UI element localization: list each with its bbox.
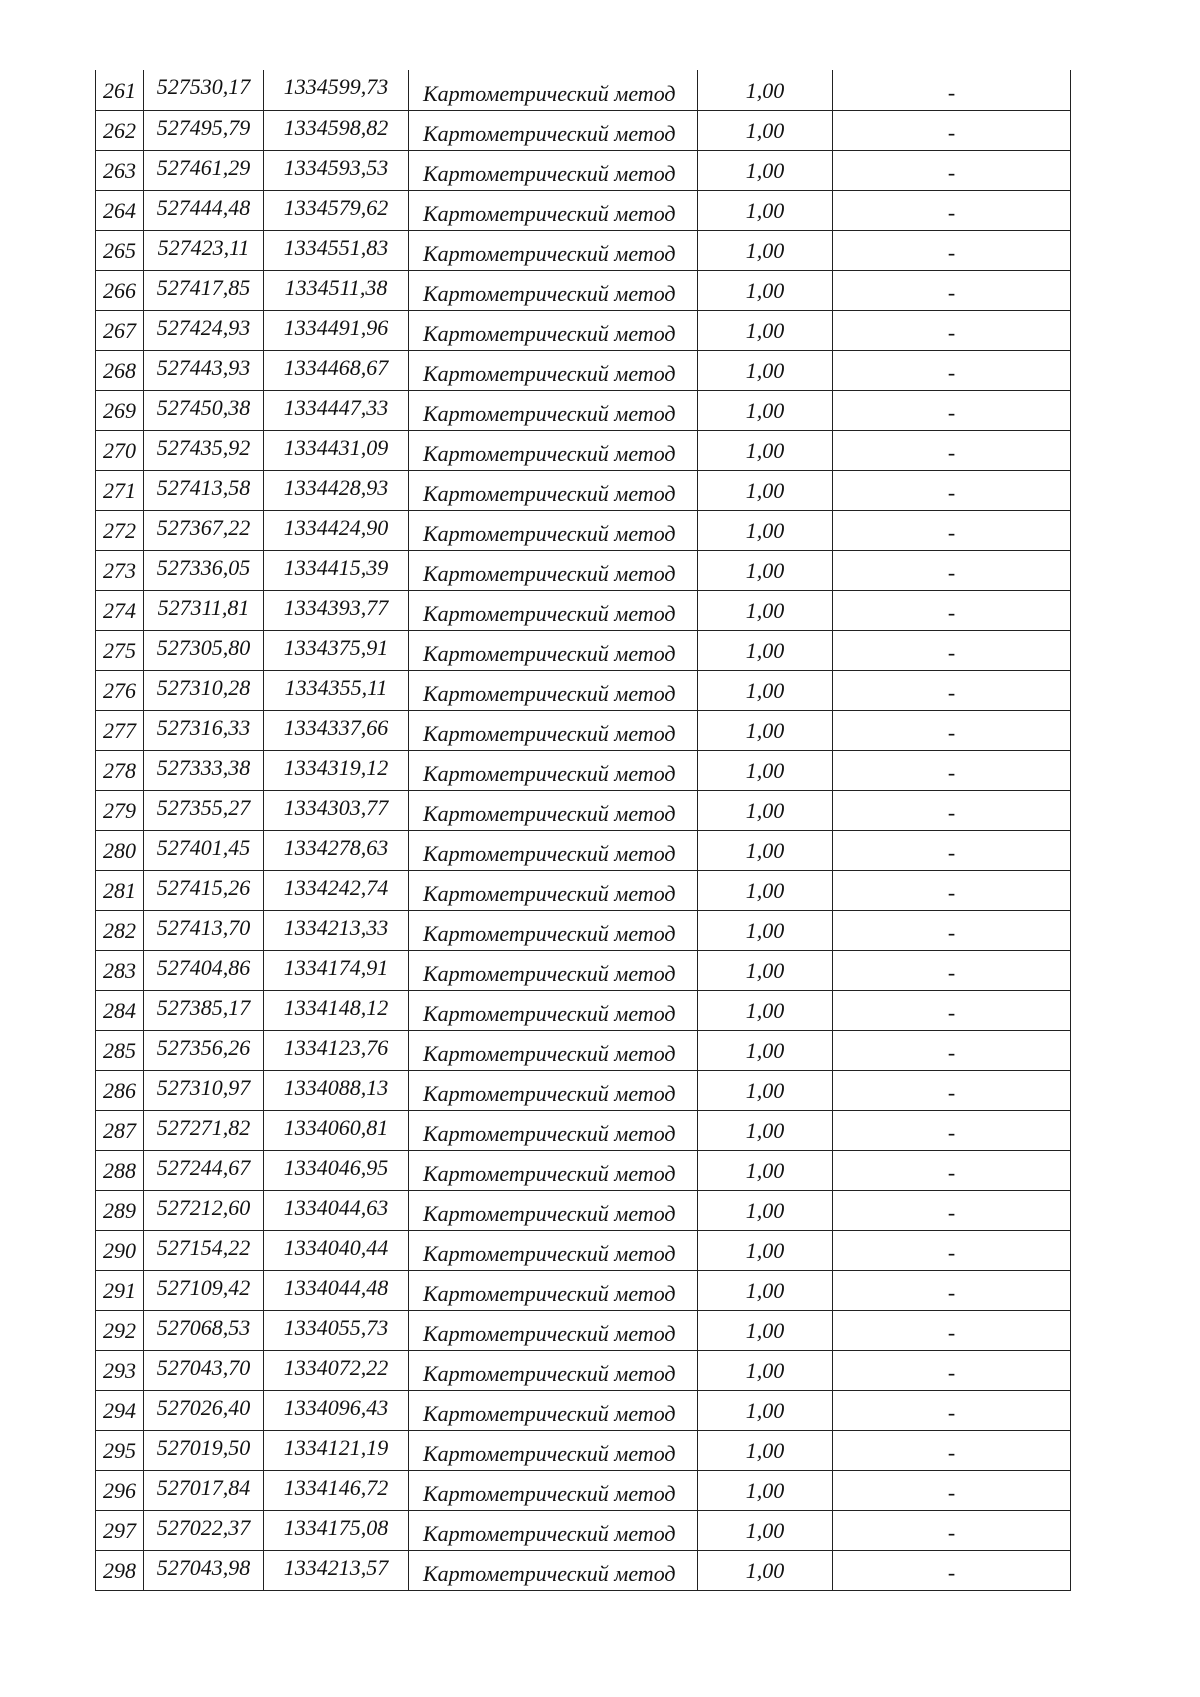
note-cell: - xyxy=(833,750,1071,790)
y-coordinate-cell: 1334393,77 xyxy=(264,590,409,630)
table-row xyxy=(96,670,1071,710)
note-cell: - xyxy=(833,1510,1071,1550)
table-row xyxy=(96,1470,1071,1510)
x-coordinate-cell: 527026,40 xyxy=(144,1390,264,1430)
y-coordinate-cell: 1334040,44 xyxy=(264,1230,409,1270)
point-number-cell: 284 xyxy=(96,990,144,1030)
note-cell: - xyxy=(833,510,1071,550)
table-row xyxy=(96,70,1071,110)
y-coordinate-cell: 1334415,39 xyxy=(264,550,409,590)
point-number-cell: 263 xyxy=(96,150,144,190)
note-cell: - xyxy=(833,990,1071,1030)
y-coordinate-cell: 1334579,62 xyxy=(264,190,409,230)
table-row xyxy=(96,550,1071,590)
method-cell: Картометрический метод xyxy=(409,1310,698,1350)
point-number-cell: 266 xyxy=(96,270,144,310)
y-coordinate-cell: 1334593,53 xyxy=(264,150,409,190)
method-cell: Картометрический метод xyxy=(409,670,698,710)
y-coordinate-cell: 1334121,19 xyxy=(264,1430,409,1470)
x-coordinate-cell: 527068,53 xyxy=(144,1310,264,1350)
point-number-cell: 268 xyxy=(96,350,144,390)
point-number-cell: 297 xyxy=(96,1510,144,1550)
point-number-cell: 278 xyxy=(96,750,144,790)
note-cell: - xyxy=(833,1390,1071,1430)
method-cell: Картометрический метод xyxy=(409,1110,698,1150)
point-number-cell: 261 xyxy=(96,70,144,110)
method-cell: Картометрический метод xyxy=(409,830,698,870)
point-number-cell: 282 xyxy=(96,910,144,950)
point-number-cell: 288 xyxy=(96,1150,144,1190)
y-coordinate-cell: 1334511,38 xyxy=(264,270,409,310)
x-coordinate-cell: 527305,80 xyxy=(144,630,264,670)
x-coordinate-cell: 527495,79 xyxy=(144,110,264,150)
method-cell: Картометрический метод xyxy=(409,1430,698,1470)
y-coordinate-cell: 1334355,11 xyxy=(264,670,409,710)
note-cell: - xyxy=(833,870,1071,910)
note-cell: - xyxy=(833,950,1071,990)
table-row xyxy=(96,150,1071,190)
point-number-cell: 269 xyxy=(96,390,144,430)
note-cell: - xyxy=(833,110,1071,150)
method-cell: Картометрический метод xyxy=(409,1230,698,1270)
accuracy-cell: 1,00 xyxy=(698,1550,833,1590)
accuracy-cell: 1,00 xyxy=(698,310,833,350)
note-cell: - xyxy=(833,670,1071,710)
y-coordinate-cell: 1334468,67 xyxy=(264,350,409,390)
table-row xyxy=(96,190,1071,230)
table-row xyxy=(96,1190,1071,1230)
note-cell: - xyxy=(833,1030,1071,1070)
x-coordinate-cell: 527443,93 xyxy=(144,350,264,390)
accuracy-cell: 1,00 xyxy=(698,110,833,150)
table-row xyxy=(96,710,1071,750)
table-row xyxy=(96,270,1071,310)
x-coordinate-cell: 527244,67 xyxy=(144,1150,264,1190)
accuracy-cell: 1,00 xyxy=(698,1110,833,1150)
accuracy-cell: 1,00 xyxy=(698,150,833,190)
method-cell: Картометрический метод xyxy=(409,1390,698,1430)
table-row xyxy=(96,430,1071,470)
method-cell: Картометрический метод xyxy=(409,870,698,910)
method-cell: Картометрический метод xyxy=(409,190,698,230)
point-number-cell: 286 xyxy=(96,1070,144,1110)
table-row xyxy=(96,1030,1071,1070)
point-number-cell: 295 xyxy=(96,1430,144,1470)
point-number-cell: 279 xyxy=(96,790,144,830)
x-coordinate-cell: 527271,82 xyxy=(144,1110,264,1150)
y-coordinate-cell: 1334072,22 xyxy=(264,1350,409,1390)
x-coordinate-cell: 527435,92 xyxy=(144,430,264,470)
accuracy-cell: 1,00 xyxy=(698,510,833,550)
note-cell: - xyxy=(833,470,1071,510)
accuracy-cell: 1,00 xyxy=(698,1510,833,1550)
method-cell: Картометрический метод xyxy=(409,710,698,750)
x-coordinate-cell: 527212,60 xyxy=(144,1190,264,1230)
x-coordinate-cell: 527367,22 xyxy=(144,510,264,550)
point-number-cell: 270 xyxy=(96,430,144,470)
y-coordinate-cell: 1334148,12 xyxy=(264,990,409,1030)
note-cell: - xyxy=(833,1230,1071,1270)
accuracy-cell: 1,00 xyxy=(698,950,833,990)
method-cell: Картометрический метод xyxy=(409,150,698,190)
point-number-cell: 272 xyxy=(96,510,144,550)
method-cell: Картометрический метод xyxy=(409,550,698,590)
point-number-cell: 294 xyxy=(96,1390,144,1430)
method-cell: Картометрический метод xyxy=(409,350,698,390)
accuracy-cell: 1,00 xyxy=(698,1270,833,1310)
method-cell: Картометрический метод xyxy=(409,470,698,510)
y-coordinate-cell: 1334044,63 xyxy=(264,1190,409,1230)
accuracy-cell: 1,00 xyxy=(698,1070,833,1110)
method-cell: Картометрический метод xyxy=(409,950,698,990)
note-cell: - xyxy=(833,1550,1071,1590)
accuracy-cell: 1,00 xyxy=(698,590,833,630)
accuracy-cell: 1,00 xyxy=(698,470,833,510)
table-row xyxy=(96,110,1071,150)
table-row xyxy=(96,310,1071,350)
point-number-cell: 289 xyxy=(96,1190,144,1230)
method-cell: Картометрический метод xyxy=(409,1550,698,1590)
note-cell: - xyxy=(833,710,1071,750)
method-cell: Картометрический метод xyxy=(409,1030,698,1070)
note-cell: - xyxy=(833,910,1071,950)
table-row xyxy=(96,1430,1071,1470)
point-number-cell: 280 xyxy=(96,830,144,870)
point-number-cell: 296 xyxy=(96,1470,144,1510)
table-row xyxy=(96,590,1071,630)
y-coordinate-cell: 1334599,73 xyxy=(264,70,409,110)
point-number-cell: 290 xyxy=(96,1230,144,1270)
accuracy-cell: 1,00 xyxy=(698,550,833,590)
accuracy-cell: 1,00 xyxy=(698,1310,833,1350)
y-coordinate-cell: 1334447,33 xyxy=(264,390,409,430)
table-row xyxy=(96,1350,1071,1390)
method-cell: Картометрический метод xyxy=(409,910,698,950)
y-coordinate-cell: 1334174,91 xyxy=(264,950,409,990)
y-coordinate-cell: 1334175,08 xyxy=(264,1510,409,1550)
table-row xyxy=(96,990,1071,1030)
point-number-cell: 291 xyxy=(96,1270,144,1310)
x-coordinate-cell: 527417,85 xyxy=(144,270,264,310)
accuracy-cell: 1,00 xyxy=(698,1030,833,1070)
y-coordinate-cell: 1334242,74 xyxy=(264,870,409,910)
accuracy-cell: 1,00 xyxy=(698,630,833,670)
y-coordinate-cell: 1334431,09 xyxy=(264,430,409,470)
point-number-cell: 262 xyxy=(96,110,144,150)
x-coordinate-cell: 527413,58 xyxy=(144,470,264,510)
note-cell: - xyxy=(833,590,1071,630)
table-row xyxy=(96,1310,1071,1350)
y-coordinate-cell: 1334551,83 xyxy=(264,230,409,270)
table-row xyxy=(96,1270,1071,1310)
point-number-cell: 287 xyxy=(96,1110,144,1150)
table-row xyxy=(96,1390,1071,1430)
y-coordinate-cell: 1334096,43 xyxy=(264,1390,409,1430)
x-coordinate-cell: 527109,42 xyxy=(144,1270,264,1310)
table-row xyxy=(96,1510,1071,1550)
y-coordinate-cell: 1334303,77 xyxy=(264,790,409,830)
point-number-cell: 275 xyxy=(96,630,144,670)
note-cell: - xyxy=(833,550,1071,590)
table-row xyxy=(96,1230,1071,1270)
method-cell: Картометрический метод xyxy=(409,230,698,270)
note-cell: - xyxy=(833,1270,1071,1310)
y-coordinate-cell: 1334428,93 xyxy=(264,470,409,510)
x-coordinate-cell: 527413,70 xyxy=(144,910,264,950)
coordinates-table xyxy=(95,70,1071,1591)
point-number-cell: 271 xyxy=(96,470,144,510)
point-number-cell: 277 xyxy=(96,710,144,750)
accuracy-cell: 1,00 xyxy=(698,430,833,470)
x-coordinate-cell: 527423,11 xyxy=(144,230,264,270)
x-coordinate-cell: 527424,93 xyxy=(144,310,264,350)
accuracy-cell: 1,00 xyxy=(698,1350,833,1390)
y-coordinate-cell: 1334424,90 xyxy=(264,510,409,550)
x-coordinate-cell: 527461,29 xyxy=(144,150,264,190)
note-cell: - xyxy=(833,630,1071,670)
y-coordinate-cell: 1334044,48 xyxy=(264,1270,409,1310)
table-row xyxy=(96,630,1071,670)
note-cell: - xyxy=(833,70,1071,110)
note-cell: - xyxy=(833,390,1071,430)
accuracy-cell: 1,00 xyxy=(698,870,833,910)
accuracy-cell: 1,00 xyxy=(698,390,833,430)
accuracy-cell: 1,00 xyxy=(698,270,833,310)
method-cell: Картометрический метод xyxy=(409,270,698,310)
x-coordinate-cell: 527311,81 xyxy=(144,590,264,630)
x-coordinate-cell: 527415,26 xyxy=(144,870,264,910)
x-coordinate-cell: 527019,50 xyxy=(144,1430,264,1470)
note-cell: - xyxy=(833,1190,1071,1230)
point-number-cell: 292 xyxy=(96,1310,144,1350)
x-coordinate-cell: 527017,84 xyxy=(144,1470,264,1510)
table-row xyxy=(96,870,1071,910)
table-row xyxy=(96,830,1071,870)
point-number-cell: 293 xyxy=(96,1350,144,1390)
coordinates-table-body xyxy=(96,70,1071,1590)
x-coordinate-cell: 527043,70 xyxy=(144,1350,264,1390)
method-cell: Картометрический метод xyxy=(409,310,698,350)
point-number-cell: 273 xyxy=(96,550,144,590)
table-row xyxy=(96,910,1071,950)
note-cell: - xyxy=(833,1470,1071,1510)
table-row xyxy=(96,390,1071,430)
y-coordinate-cell: 1334278,63 xyxy=(264,830,409,870)
accuracy-cell: 1,00 xyxy=(698,790,833,830)
accuracy-cell: 1,00 xyxy=(698,1390,833,1430)
accuracy-cell: 1,00 xyxy=(698,750,833,790)
table-row xyxy=(96,750,1071,790)
y-coordinate-cell: 1334146,72 xyxy=(264,1470,409,1510)
x-coordinate-cell: 527333,38 xyxy=(144,750,264,790)
y-coordinate-cell: 1334337,66 xyxy=(264,710,409,750)
y-coordinate-cell: 1334213,33 xyxy=(264,910,409,950)
method-cell: Картометрический метод xyxy=(409,1270,698,1310)
accuracy-cell: 1,00 xyxy=(698,1230,833,1270)
y-coordinate-cell: 1334491,96 xyxy=(264,310,409,350)
x-coordinate-cell: 527316,33 xyxy=(144,710,264,750)
x-coordinate-cell: 527401,45 xyxy=(144,830,264,870)
y-coordinate-cell: 1334060,81 xyxy=(264,1110,409,1150)
x-coordinate-cell: 527310,97 xyxy=(144,1070,264,1110)
y-coordinate-cell: 1334213,57 xyxy=(264,1550,409,1590)
table-row xyxy=(96,510,1071,550)
note-cell: - xyxy=(833,1110,1071,1150)
x-coordinate-cell: 527444,48 xyxy=(144,190,264,230)
note-cell: - xyxy=(833,1350,1071,1390)
table-row xyxy=(96,1550,1071,1590)
accuracy-cell: 1,00 xyxy=(698,350,833,390)
x-coordinate-cell: 527450,38 xyxy=(144,390,264,430)
y-coordinate-cell: 1334055,73 xyxy=(264,1310,409,1350)
point-number-cell: 274 xyxy=(96,590,144,630)
method-cell: Картометрический метод xyxy=(409,1150,698,1190)
y-coordinate-cell: 1334319,12 xyxy=(264,750,409,790)
point-number-cell: 283 xyxy=(96,950,144,990)
accuracy-cell: 1,00 xyxy=(698,1150,833,1190)
x-coordinate-cell: 527404,86 xyxy=(144,950,264,990)
y-coordinate-cell: 1334598,82 xyxy=(264,110,409,150)
accuracy-cell: 1,00 xyxy=(698,910,833,950)
note-cell: - xyxy=(833,310,1071,350)
method-cell: Картометрический метод xyxy=(409,110,698,150)
method-cell: Картометрический метод xyxy=(409,1350,698,1390)
point-number-cell: 281 xyxy=(96,870,144,910)
table-row xyxy=(96,1070,1071,1110)
y-coordinate-cell: 1334123,76 xyxy=(264,1030,409,1070)
method-cell: Картометрический метод xyxy=(409,990,698,1030)
accuracy-cell: 1,00 xyxy=(698,190,833,230)
method-cell: Картометрический метод xyxy=(409,750,698,790)
point-number-cell: 298 xyxy=(96,1550,144,1590)
point-number-cell: 267 xyxy=(96,310,144,350)
note-cell: - xyxy=(833,350,1071,390)
note-cell: - xyxy=(833,1150,1071,1190)
x-coordinate-cell: 527530,17 xyxy=(144,70,264,110)
table-row xyxy=(96,350,1071,390)
note-cell: - xyxy=(833,230,1071,270)
x-coordinate-cell: 527310,28 xyxy=(144,670,264,710)
table-row xyxy=(96,950,1071,990)
x-coordinate-cell: 527022,37 xyxy=(144,1510,264,1550)
accuracy-cell: 1,00 xyxy=(698,230,833,270)
method-cell: Картометрический метод xyxy=(409,1070,698,1110)
x-coordinate-cell: 527385,17 xyxy=(144,990,264,1030)
table-row xyxy=(96,230,1071,270)
accuracy-cell: 1,00 xyxy=(698,70,833,110)
method-cell: Картометрический метод xyxy=(409,510,698,550)
accuracy-cell: 1,00 xyxy=(698,1190,833,1230)
point-number-cell: 265 xyxy=(96,230,144,270)
table-row xyxy=(96,1150,1071,1190)
method-cell: Картометрический метод xyxy=(409,430,698,470)
method-cell: Картометрический метод xyxy=(409,390,698,430)
x-coordinate-cell: 527043,98 xyxy=(144,1550,264,1590)
note-cell: - xyxy=(833,830,1071,870)
note-cell: - xyxy=(833,150,1071,190)
method-cell: Картометрический метод xyxy=(409,630,698,670)
note-cell: - xyxy=(833,270,1071,310)
method-cell: Картометрический метод xyxy=(409,70,698,110)
note-cell: - xyxy=(833,1430,1071,1470)
x-coordinate-cell: 527356,26 xyxy=(144,1030,264,1070)
method-cell: Картометрический метод xyxy=(409,590,698,630)
x-coordinate-cell: 527355,27 xyxy=(144,790,264,830)
y-coordinate-cell: 1334088,13 xyxy=(264,1070,409,1110)
note-cell: - xyxy=(833,1310,1071,1350)
table-row xyxy=(96,1110,1071,1150)
accuracy-cell: 1,00 xyxy=(698,990,833,1030)
table-row xyxy=(96,790,1071,830)
note-cell: - xyxy=(833,430,1071,470)
accuracy-cell: 1,00 xyxy=(698,1470,833,1510)
note-cell: - xyxy=(833,1070,1071,1110)
accuracy-cell: 1,00 xyxy=(698,830,833,870)
method-cell: Картометрический метод xyxy=(409,1510,698,1550)
point-number-cell: 264 xyxy=(96,190,144,230)
method-cell: Картометрический метод xyxy=(409,1190,698,1230)
note-cell: - xyxy=(833,790,1071,830)
method-cell: Картометрический метод xyxy=(409,1470,698,1510)
method-cell: Картометрический метод xyxy=(409,790,698,830)
accuracy-cell: 1,00 xyxy=(698,1430,833,1470)
point-number-cell: 276 xyxy=(96,670,144,710)
accuracy-cell: 1,00 xyxy=(698,710,833,750)
note-cell: - xyxy=(833,190,1071,230)
y-coordinate-cell: 1334046,95 xyxy=(264,1150,409,1190)
x-coordinate-cell: 527154,22 xyxy=(144,1230,264,1270)
y-coordinate-cell: 1334375,91 xyxy=(264,630,409,670)
table-row xyxy=(96,470,1071,510)
x-coordinate-cell: 527336,05 xyxy=(144,550,264,590)
accuracy-cell: 1,00 xyxy=(698,670,833,710)
point-number-cell: 285 xyxy=(96,1030,144,1070)
